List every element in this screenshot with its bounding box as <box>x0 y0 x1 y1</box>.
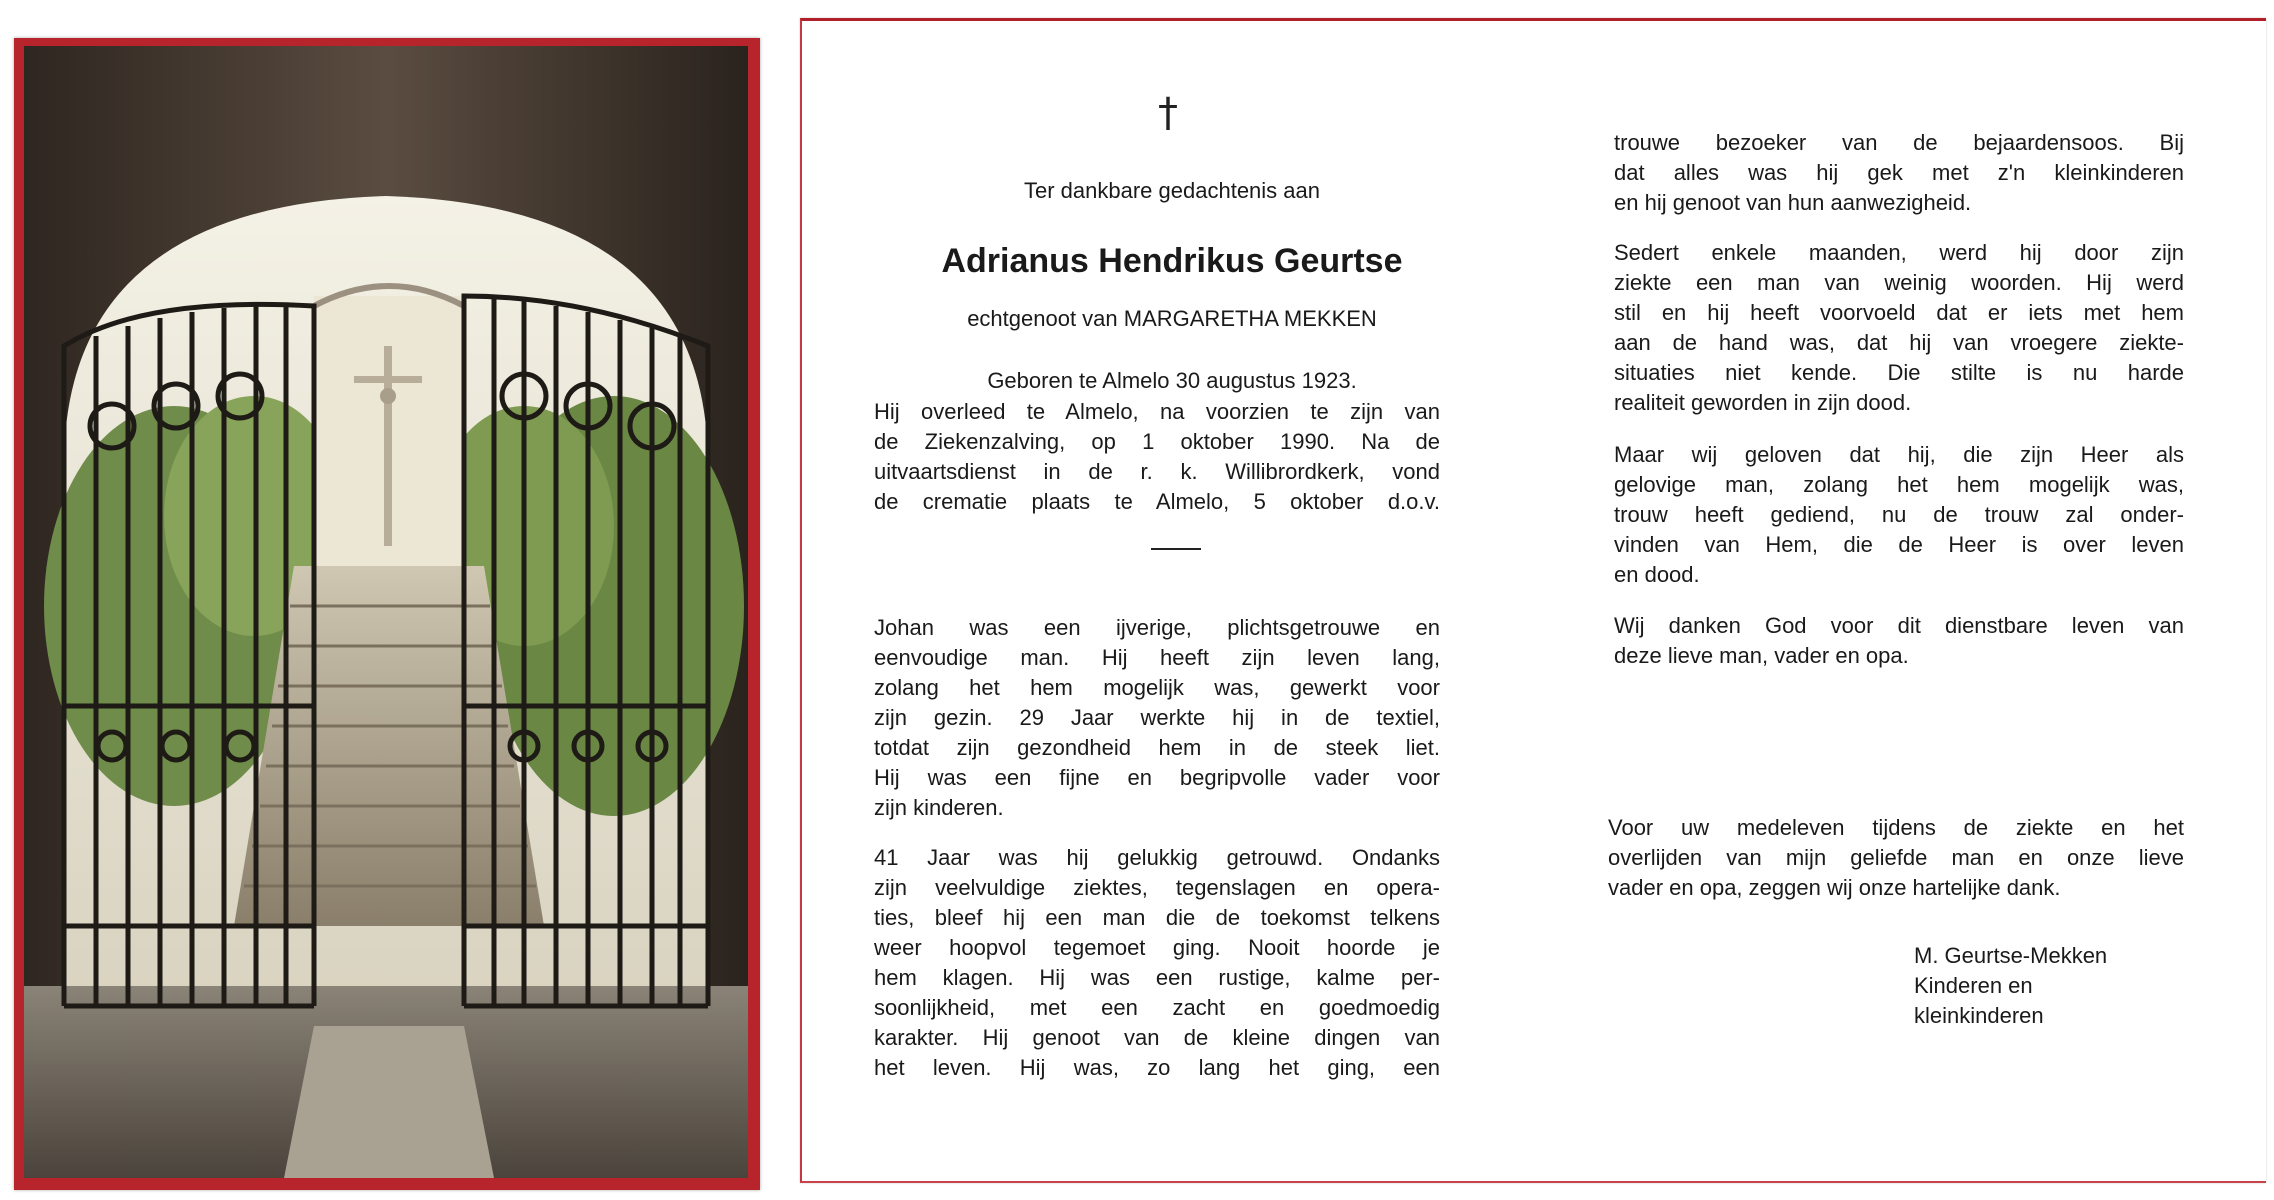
paragraph-6 <box>1614 611 2184 671</box>
birth-line: Geboren te Almelo 30 augustus 1923. <box>987 368 1357 393</box>
spouse-line: echtgenoot van MARGARETHA MEKKEN <box>967 306 1377 331</box>
signature-line: Kinderen en <box>1914 973 2033 998</box>
separator-dash <box>1151 548 1201 550</box>
text-line: weer hoopvol tegemoet ging. Nooit hoorde je <box>874 935 1440 960</box>
text-line: eenvoudige man. Hij heeft zijn leven lang, <box>874 645 1440 670</box>
text-line: vinden van Hem, die de Heer is over leven <box>1614 532 2184 557</box>
text-line: totdat zijn gezondheid hem in de steek liet. <box>874 735 1440 760</box>
text-line: zijn kinderen. <box>874 795 1004 820</box>
text-line: vader en opa, zeggen wij onze hartelijke dank. <box>1608 875 2061 900</box>
paragraph-2 <box>874 843 1440 1083</box>
text-line: zijn gezin. 29 Jaar werkte hij in de textiel, <box>874 705 1440 730</box>
text-line: Wij danken God voor dit dienstbare leven van <box>1614 613 2184 638</box>
text-line: zolang het hem mogelijk was, gewerkt voor <box>874 675 1440 700</box>
text-line: Sedert enkele maanden, werd hij door zijn <box>1614 240 2184 265</box>
text-line: realiteit geworden in zijn dood. <box>1614 390 1912 415</box>
text-line: het leven. Hij was, zo lang het ging, een <box>874 1055 1440 1080</box>
signature-line: kleinkinderen <box>1914 1003 2044 1028</box>
signature <box>1914 941 2214 1031</box>
text-line: gelovige man, zolang het hem mogelijk was, <box>1614 472 2184 497</box>
text-line: trouwe bezoeker van de bejaardensoos. Bij <box>1614 130 2184 155</box>
gate-photo <box>24 46 748 1178</box>
text-line: Hij was een fijne en begripvolle vader voor <box>874 765 1440 790</box>
text-line: dat alles was hij gek met z'n kleinkinderen <box>1614 160 2184 185</box>
text-line: Maar wij geloven dat hij, die zijn Heer als <box>1614 442 2184 467</box>
cross-icon: † <box>1158 90 1178 136</box>
memorial-text-card <box>800 18 2266 1183</box>
text-line: situaties niet kende. Die stilte is nu harde <box>1614 360 2184 385</box>
text-line: aan de hand was, dat hij van vroegere ziekte- <box>1614 330 2184 355</box>
text-line: trouw heeft gediend, nu de trouw zal onder- <box>1614 502 2184 527</box>
text-line: ziekte een man van weinig woorden. Hij werd <box>1614 270 2184 295</box>
paragraph-3 <box>1614 128 2184 218</box>
signature-line: M. Geurtse-Mekken <box>1914 943 2108 968</box>
text-line: deze lieve man, vader en opa. <box>1614 643 1909 668</box>
text-line: Johan was een ijverige, plichtsgetrouwe en <box>874 615 1440 640</box>
text-line: Hij overleed te Almelo, na voorzien te zijn van <box>874 399 1440 424</box>
text-line: de Ziekenzalving, op 1 oktober 1990. Na de <box>874 429 1440 454</box>
thanks-paragraph <box>1608 813 2184 903</box>
text-line: karakter. Hij genoot van de kleine dingen van <box>874 1025 1440 1050</box>
text-line: en dood. <box>1614 562 1700 587</box>
paragraph-4 <box>1614 238 2184 418</box>
text-line: zijn veelvuldige ziektes, tegenslagen en opera- <box>874 875 1440 900</box>
text-line: ties, bleef hij een man die de toekomst telkens <box>874 905 1440 930</box>
text-line: stil en hij heeft voorvoeld dat er iets met hem <box>1614 300 2184 325</box>
text-line: de crematie plaats te Almelo, 5 oktober d.o.v. <box>874 489 1440 514</box>
deceased-name: Adrianus Hendrikus Geurtse <box>941 242 1403 280</box>
text-line: Voor uw medeleven tijdens de ziekte en het <box>1608 815 2184 840</box>
text-line: 41 Jaar was hij gelukkig getrouwd. Ondanks <box>874 845 1440 870</box>
text-line: en hij genoot van hun aanwezigheid. <box>1614 190 1972 215</box>
photo-card <box>14 38 760 1190</box>
intro-line: Ter dankbare gedachtenis aan <box>1024 178 1320 203</box>
text-line: uitvaartsdienst in de r. k. Willibrordkerk, vond <box>874 459 1440 484</box>
text-line: soonlijkheid, met een zacht en goedmoedig <box>874 995 1440 1020</box>
text-line: hem klagen. Hij was een rustige, kalme per- <box>874 965 1440 990</box>
gate-illustration <box>24 46 748 1178</box>
text-line: overlijden van mijn geliefde man en onze lieve <box>1608 845 2184 870</box>
paragraph-5 <box>1614 440 2184 590</box>
paragraph-1 <box>874 613 1440 823</box>
death-paragraph <box>874 397 1440 517</box>
